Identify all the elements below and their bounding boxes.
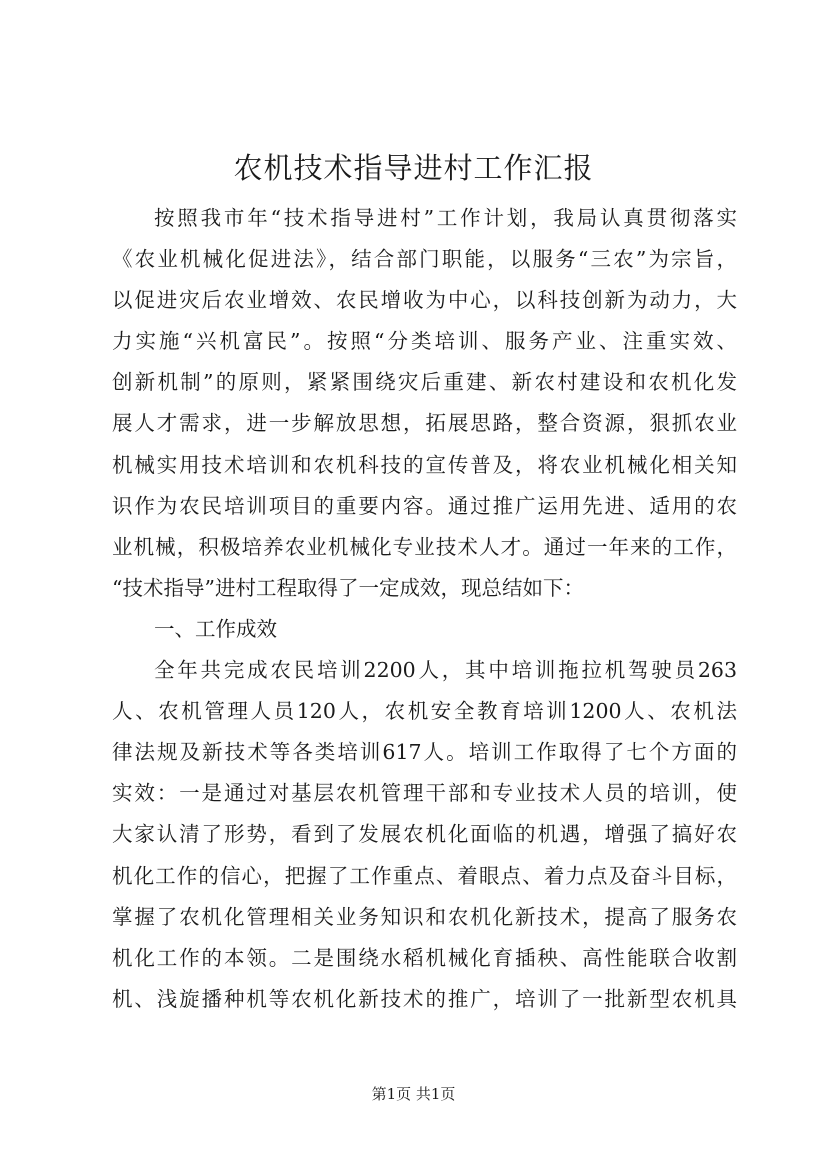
paragraph-1-line: 机械实用技术培训和农机科技的宣传普及，将农业机械化相关知 — [112, 452, 737, 477]
paragraph-1-line: “技术指导”进村工程取得了一定成效，现总结如下： — [112, 575, 584, 600]
paragraph-1-line: 识作为农民培训项目的重要内容。通过推广运用先进、适用的农 — [112, 493, 737, 518]
paragraph-1-line: 按照我市年“技术指导进村”工作计划，我局认真贯彻落实 — [154, 206, 737, 230]
paragraph-1-line: 《农业机械化促进法》，结合部门职能，以服务“三农”为宗旨， — [112, 247, 737, 272]
paragraph-1-line: 力实施“兴机富民”。按照“分类培训、服务产业、注重实效、 — [112, 329, 737, 354]
paragraph-2-line: 机化工作的本领。二是围绕水稻机械化育插秧、高性能联合收割 — [112, 945, 737, 970]
paragraph-2-line: 全年共完成农民培训2200人，其中培训拖拉机驾驶员263 — [154, 658, 737, 683]
paragraph-2-line: 人、农机管理人员120人，农机安全教育培训1200人、农机法 — [112, 699, 737, 724]
paragraph-2-line: 机化工作的信心，把握了工作重点、着眼点、着力点及奋斗目标， — [112, 863, 737, 888]
page-footer: 第1页 共1页 — [371, 1085, 456, 1103]
paragraph-1-line: 以促进灾后农业增效、农民增收为中心，以科技创新为动力，大 — [112, 288, 737, 313]
paragraph-2-line: 大家认清了形势，看到了发展农机化面临的机遇，增强了搞好农 — [112, 822, 737, 847]
paragraph-2-line: 实效：一是通过对基层农机管理干部和专业技术人员的培训，使 — [112, 781, 737, 806]
document-title: 农机技术指导进村工作汇报 — [233, 151, 594, 185]
paragraph-2-line: 律法规及新技术等各类培训617人。培训工作取得了七个方面的 — [112, 740, 737, 765]
document-body — [112, 198, 737, 1020]
section-heading: 一、工作成效 — [154, 616, 277, 641]
paragraph-1-line: 业机械，积极培养农业机械化专业技术人才。通过一年来的工作， — [112, 534, 737, 559]
paragraph-1-line: 展人才需求，进一步解放思想，拓展思路，整合资源，狠抓农业 — [112, 411, 737, 436]
paragraph-1-line: 创新机制”的原则，紧紧围绕灾后重建、新农村建设和农机化发 — [112, 370, 737, 395]
paragraph-2-line: 机、浅旋播种机等农机化新技术的推广，培训了一批新型农机具 — [112, 986, 737, 1011]
paragraph-2-line: 掌握了农机化管理相关业务知识和农机化新技术，提高了服务农 — [112, 904, 737, 929]
